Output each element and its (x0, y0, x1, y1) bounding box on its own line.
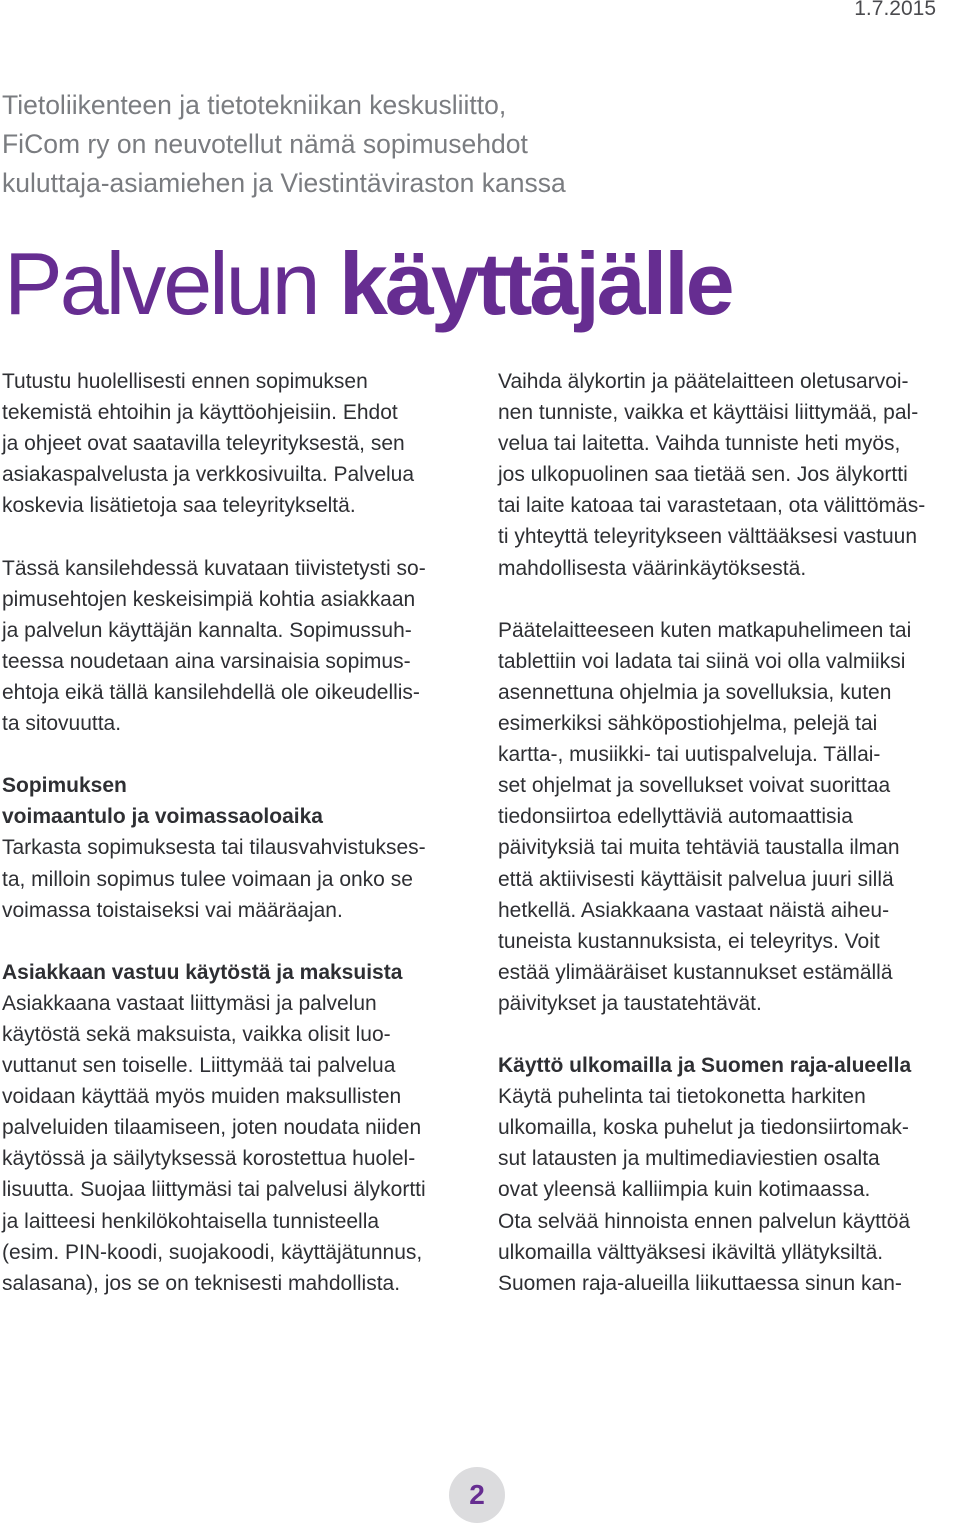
page-number-badge (449, 1467, 505, 1523)
left-column (2, 366, 472, 1299)
text-line: ja palvelun käyttäjän kannalta. Sopimussuh- (2, 618, 412, 642)
text-line: Sopimuksen (2, 774, 127, 798)
intro-line: Tietoliikenteen ja tietotekniikan keskusliitto, (2, 90, 507, 120)
section-body (498, 1081, 960, 1299)
intro-line: kuluttaja-asiamiehen ja Viestintäviraston kanssa (2, 168, 566, 198)
text-line: voimaantulo ja voimassaoloaika (2, 805, 323, 829)
text-line: pimusehtojen keskeisimpiä kohtia asiakkaan (2, 587, 416, 611)
text-line: ja laitteesi henkilökohtaisella tunnisteella (2, 1209, 380, 1233)
page-title-light: Palvelun (4, 234, 318, 333)
text-line: asennettuna ohjelmia ja sovelluksia, kuten (498, 680, 892, 704)
text-line: salasana), jos se on teknisesti mahdollista. (2, 1271, 401, 1295)
text-line: tai laite katoaa tai varastetaan, ota välittömäs- (498, 494, 926, 518)
text-line: päivityksiä tai muita tehtäviä taustalla ilman (498, 836, 900, 860)
section-heading: Käyttö ulkomailla ja Suomen raja-alueella (498, 1054, 912, 1078)
text-line: Ota selvää hinnoista ennen palvelun käyttöä (498, 1209, 911, 1233)
paragraph (498, 366, 960, 584)
paragraph (2, 553, 472, 740)
text-line: nen tunniste, vaikka et käyttäisi liittymää, pal- (498, 401, 919, 425)
text-line: ta sitovuutta. (2, 712, 122, 736)
text-line: hetkellä. Asiakkaana vastaat näistä aiheu- (498, 898, 890, 922)
text-line: voidaan käyttää myös muiden maksullisten (2, 1085, 402, 1109)
text-line: ehtoja eikä tällä kansilehdellä ole oikeudellis- (2, 680, 420, 704)
section-body (2, 832, 472, 925)
text-line: päivitykset ja taustatehtävät. (498, 991, 762, 1015)
text-line: jos ulkopuolinen saa tietää sen. Jos älykortti (498, 463, 908, 487)
text-line: palveluiden tilaamiseen, joten noudata niiden (2, 1116, 422, 1140)
text-line: Tässä kansilehdessä kuvataan tiivistetysti so- (2, 556, 426, 580)
text-line: (esim. PIN-koodi, suojakoodi, käyttäjätunnus, (2, 1240, 423, 1264)
text-line: asiakaspalvelusta ja verkkosivuilta. Palvelua (2, 463, 415, 487)
text-line: ulkomailla välttyäksesi ikäviltä yllätyksiltä. (498, 1240, 884, 1264)
text-line: ovat yleensä kalliimpia kuin kotimaassa. (498, 1178, 871, 1202)
text-line: ti yhteyttä teleyritykseen välttääksesi vastuun (498, 525, 918, 549)
text-line: ta, milloin sopimus tulee voimaan ja onko se (2, 867, 413, 891)
text-line: tekemistä ehtoihin ja käyttöohjeisiin. Ehdot (2, 401, 398, 425)
text-line: sut latausten ja multimediaviestien osalta (498, 1147, 880, 1171)
intro-text (2, 86, 642, 203)
text-line: että aktiivisesti käyttäisit palvelua juuri sillä (498, 867, 894, 891)
text-line: esimerkiksi sähköpostiohjelma, pelejä tai (498, 712, 878, 736)
text-line: tiedonsiirtoa edellyttäviä automaattisia (498, 805, 853, 829)
text-line: koskevia lisätietoja saa teleyritykseltä. (2, 494, 356, 518)
section-heading: Asiakkaan vastuu käytöstä ja maksuista (2, 960, 403, 984)
text-line: käytöstä sekä maksuista, vaikka olisit luo- (2, 1022, 391, 1046)
text-line: Vaihda älykortin ja päätelaitteen oletusarvoi- (498, 370, 909, 393)
text-line: voimassa toistaiseksi vai määräajan. (2, 898, 343, 922)
section-body (2, 988, 472, 1299)
text-line: tablettiin voi ladata tai siinä voi olla valmiiksi (498, 649, 906, 673)
paragraph (498, 615, 960, 1019)
text-line: ja ohjeet ovat saatavilla teleyrityksestä, sen (2, 432, 405, 456)
text-line: käytössä ja säilytyksessä korostettua huolel- (2, 1147, 416, 1171)
text-line: Päätelaitteeseen kuten matkapuhelimeen tai (498, 618, 912, 642)
text-line: velua tai laitetta. Vaihda tunniste heti myös, (498, 432, 901, 456)
intro-line: FiCom ry on neuvotellut nämä sopimusehdot (2, 129, 528, 159)
page-title (4, 232, 732, 336)
text-line: Tutustu huolellisesti ennen sopimuksen (2, 370, 368, 393)
text-line: tuneista kustannuksista, ei teleyritys. Voit (498, 929, 880, 953)
text-line: teessa noudetaan aina varsinaisia sopimus- (2, 649, 411, 673)
text-line: Asiakkaana vastaat liittymäsi ja palvelun (2, 991, 377, 1015)
page-number: 2 (469, 1479, 485, 1510)
text-line: estää ylimääräiset kustannukset estämällä (498, 960, 893, 984)
text-line: Tarkasta sopimuksesta tai tilausvahvistukses- (2, 836, 426, 860)
document-date: 1.7.2015 (854, 0, 936, 20)
text-line: Käytä puhelinta tai tietokonetta harkiten (498, 1085, 866, 1109)
paragraph (2, 366, 472, 521)
text-line: Suomen raja-alueilla liikuttaessa sinun kan- (498, 1271, 902, 1295)
right-column (498, 366, 960, 1299)
section-heading (2, 770, 472, 832)
text-line: vuttanut sen toiselle. Liittymää tai palvelua (2, 1054, 396, 1078)
text-line: mahdollisesta väärinkäytöksestä. (498, 556, 807, 580)
text-line: lisuutta. Suojaa liittymäsi tai palvelusi älykortti (2, 1178, 426, 1202)
page-title-bold: käyttäjälle (339, 234, 732, 333)
text-line: set ohjelmat ja sovellukset voivat suorittaa (498, 774, 891, 798)
text-line: kartta-, musiikki- tai uutispalveluja. Tällai- (498, 743, 881, 767)
text-line: ulkomailla, koska puhelut ja tiedonsiirtomak- (498, 1116, 909, 1140)
